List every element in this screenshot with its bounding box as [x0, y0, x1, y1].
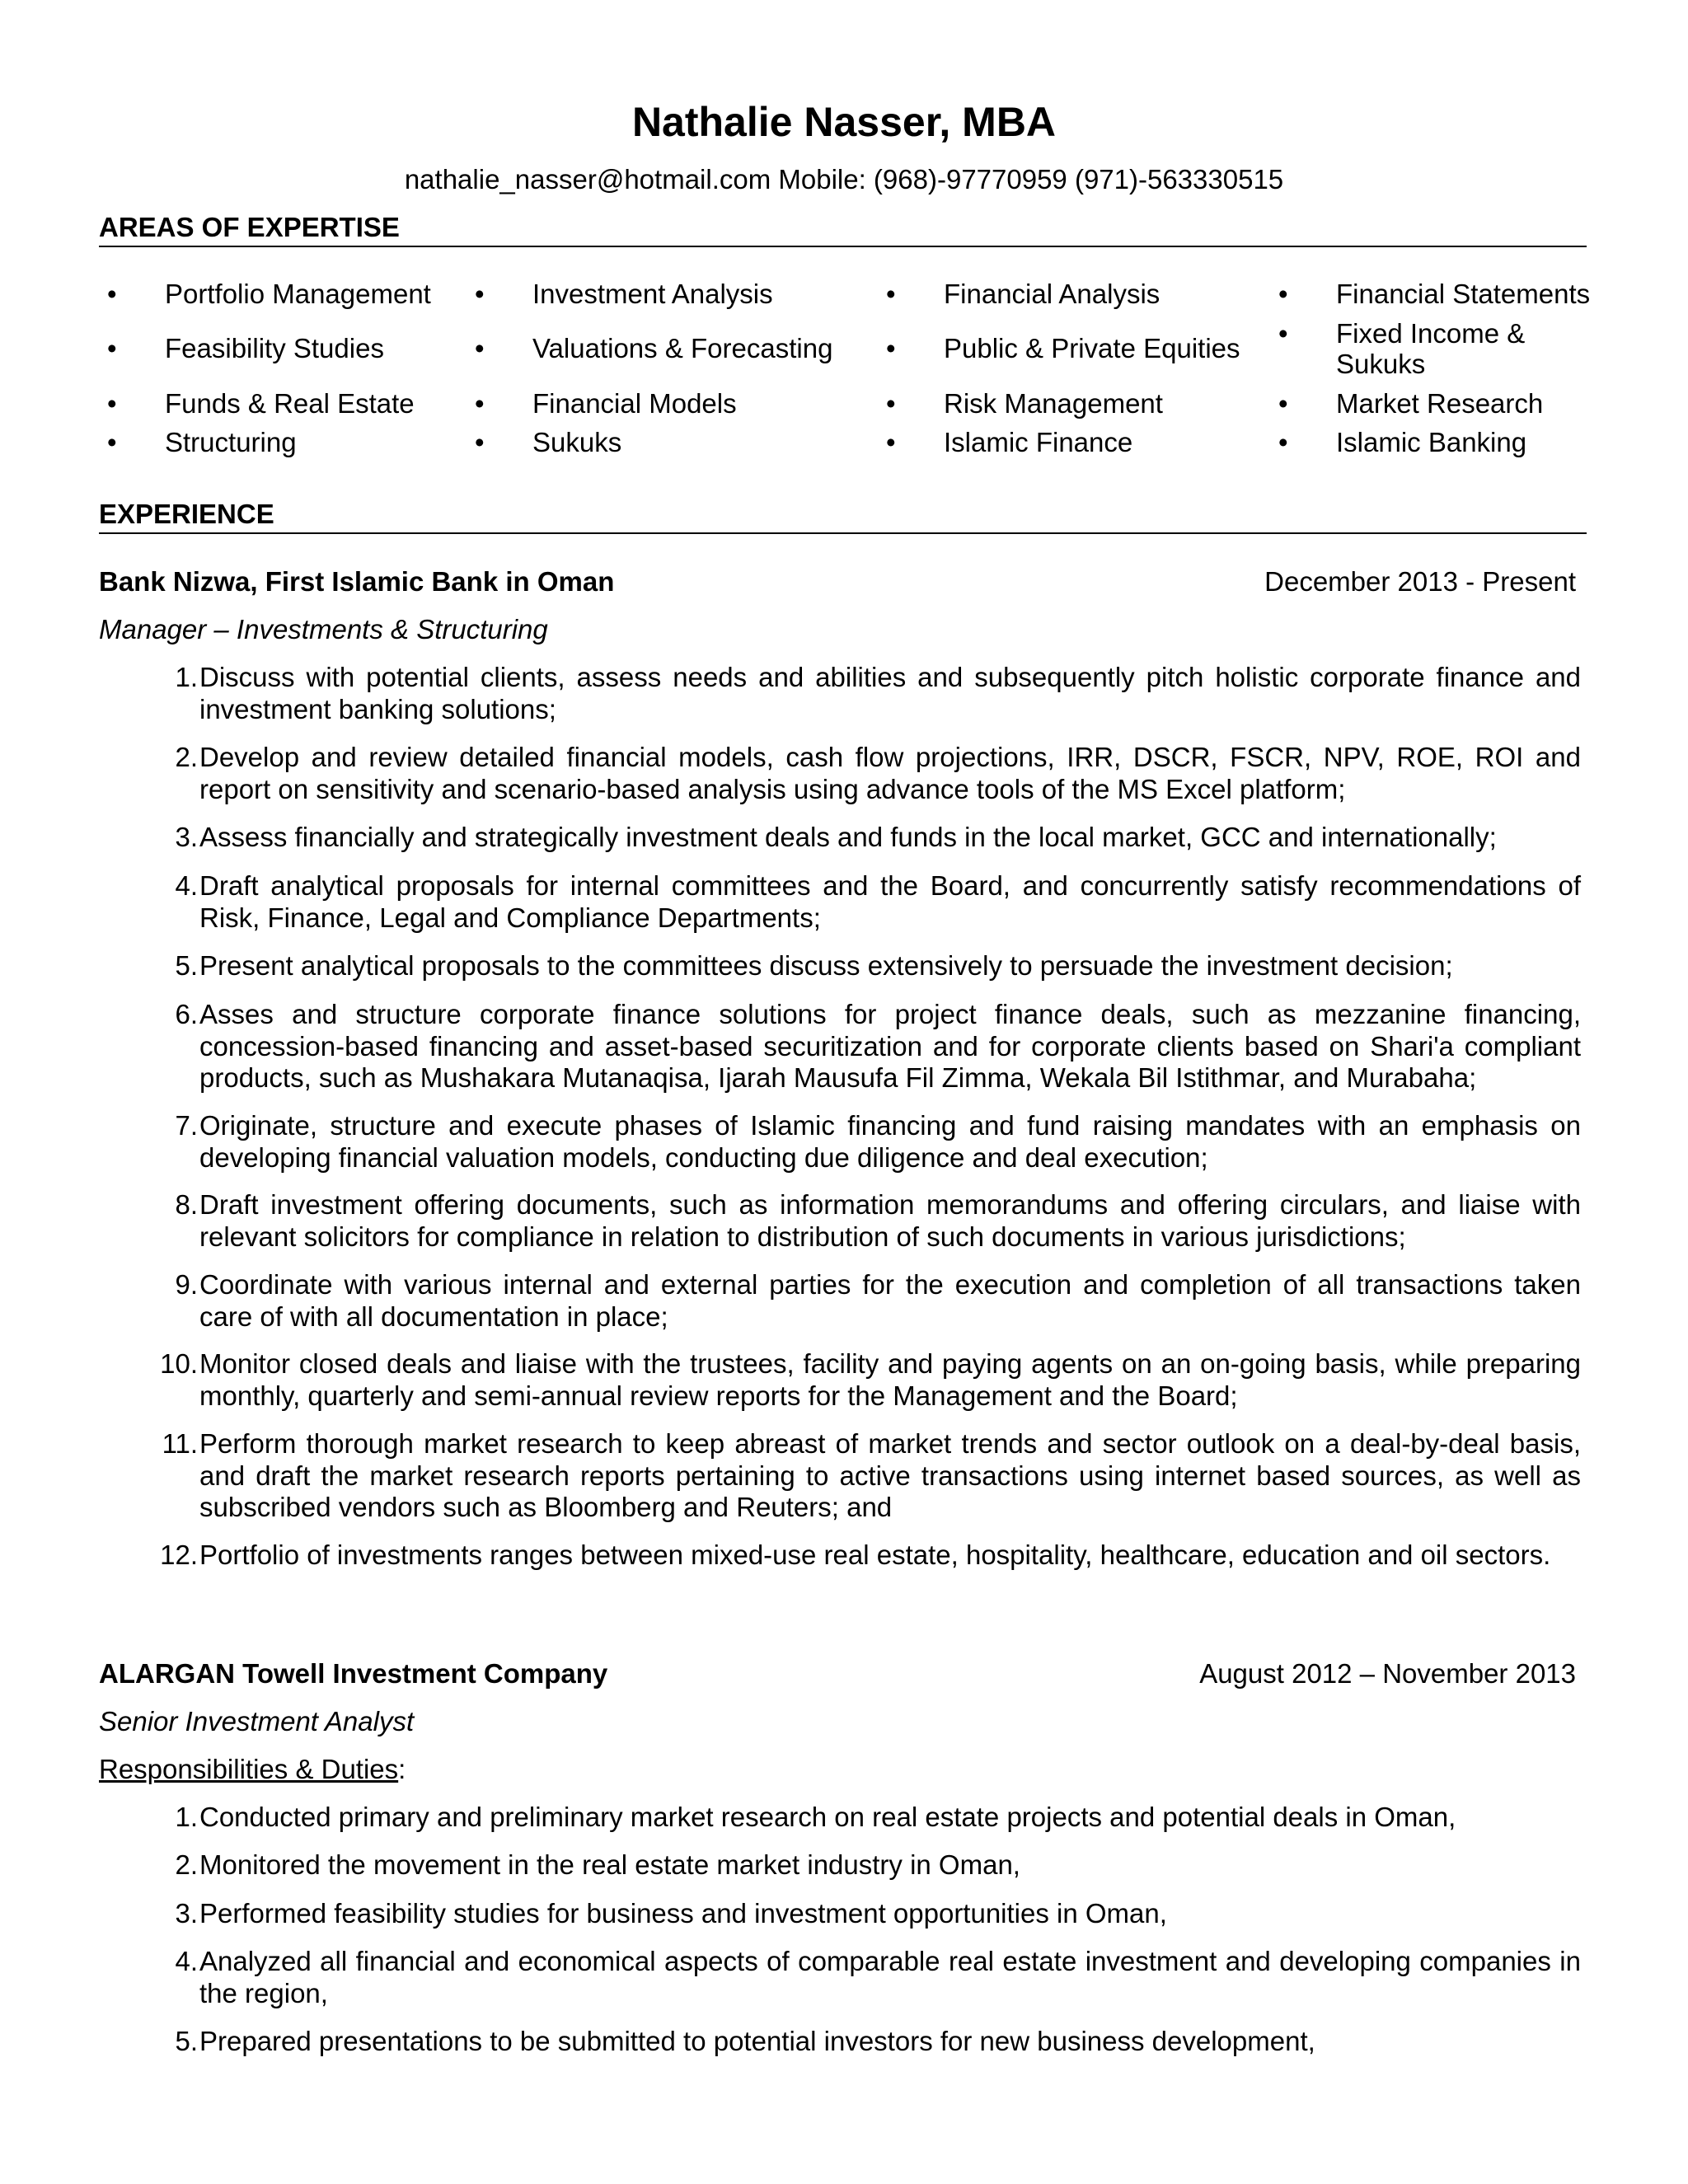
section-title-experience: EXPERIENCE — [99, 498, 1587, 534]
bullet-icon: • — [1278, 279, 1288, 309]
bullet-icon: • — [475, 388, 485, 419]
job-role: Manager – Investments & Structuring — [99, 614, 548, 644]
bullet-icon: • — [475, 427, 485, 457]
job-role: Senior Investment Analyst — [99, 1706, 415, 1736]
company-name: Bank Nizwa, First Islamic Bank in Oman — [99, 566, 615, 597]
bullet-icon: • — [107, 388, 117, 419]
bullet-icon: • — [886, 427, 896, 457]
bullet-icon: • — [107, 427, 117, 457]
bullet-icon: • — [475, 333, 485, 363]
resume-page: Nathalie Nasser, MBA nathalie_nasser@hotmail.com Mobile: (968)-97770959 (971)-563330515 AREAS OF EXPERTISE • Portfolio Management • Investment Analysis • Financial Analysis • Financial Statements • Feasibility Studies • Valuations & Forecasting • Public & Private Equities • Fixed Income & Sukuks • Funds & Real Estate • Financial Models • Risk Management • Market Research • Structuring • Sukuks • Islamic Finance • Islamic Banking EXPERIENCE Bank Nizwa, First Islamic Bank in Oman December 2013 - Present Manager – Investments & Structuring 1. Discuss with potential clients, assess needs and abilities and subsequently pitch holistic corporate finance and investment banking solutions; 2. Develop and review detailed financial models, cash flow projections, IRR, DSCR, FSCR, NPV, ROE, ROI and report on sensitivity and scenario-based analysis using advance tools of the MS Excel platform; 3. Assess financially and strategically investment deals and funds in the local market, GCC and internationally; 4. Draft analytical proposals for internal committees and the Board, and concurrently satisfy recommendations of Risk, Finance, Legal and Compliance Departments; 5. Present analytical proposals to the committees discuss extensively to persuade the investment decision; 6. Asses and structure corporate finance solutions for project finance deals, such as mezzanine financing, concession-based financing and asset-based securitization and for corporate clients based on Shari'a compliant products, such as Mushakara Mutanaqisa, Ijarah Mausufa Fil Zimma, Wekala Bil Istithmar, and Murabaha; 7. Originate, structure and execute phases of Islamic financing and fund raising mandates with an emphasis on developing financial valuation models, conducting due diligence and deal execution; 8. Draft investment offering documents, such as information memorandums and offering circulars, and liaise with relevant solicitors for compliance in relation to distribution of such documents in various jurisdictions; 9. Coordinate with various internal and external parties for the execution and completion of all transactions taken care of with all documentation in place; 10. Monitor closed deals and liaise with the trustees, facility and paying agents on an on-going basis, while preparing monthly, quarterly and semi-annual review reports for the Management and the Board; 11. Perform thorough market research to keep abreast of market trends and sector outlook on a deal-by-deal basis, and draft the market research reports pertaining to active transactions using internet based sources, as well as subscribed vendors such as Bloomberg and Reuters; and 12. Portfolio of investments ranges between mixed-use real estate, hospitality, healthcare, education and oil sectors. ALARGAN Towell Investment Company August 2012 – November 2013 Senior Investment Analyst Responsibilities & Duties: 1. Conducted primary and preliminary market research on real estate projects and potential deals in Oman, 2. Monitored the movement in the real estate market industry in Oman, 3. Performed feasibility studies for business and investment opportunities in Oman, 4. Analyzed all financial and economical aspects of comparable real estate investment and developing companies in the region, 5. Prepared presentations to be submitted to potential investors for new business development, — [0, 0, 1688, 2184]
company-name: ALARGAN Towell Investment Company — [99, 1658, 608, 1689]
bullet-icon: • — [475, 279, 485, 309]
bullet-icon: • — [1278, 318, 1288, 349]
section-title-expertise: AREAS OF EXPERTISE — [99, 211, 1587, 247]
job-dates: August 2012 – November 2013 — [1199, 1658, 1576, 1689]
bullet-icon: • — [886, 279, 896, 309]
bullet-icon: • — [107, 279, 117, 309]
bullet-icon: • — [886, 333, 896, 363]
job-dates: December 2013 - Present — [1264, 566, 1576, 597]
bullet-icon: • — [107, 333, 117, 363]
bullet-icon: • — [1278, 388, 1288, 419]
bullet-icon: • — [886, 388, 896, 419]
bullet-icon: • — [1278, 427, 1288, 457]
responsibilities-heading: Responsibilities & Duties: — [99, 1754, 406, 1784]
candidate-name: Nathalie Nasser, MBA — [631, 99, 1057, 145]
contact-line: nathalie_nasser@hotmail.com Mobile: (968)-97770959 (971)-563330515 — [404, 164, 1284, 194]
